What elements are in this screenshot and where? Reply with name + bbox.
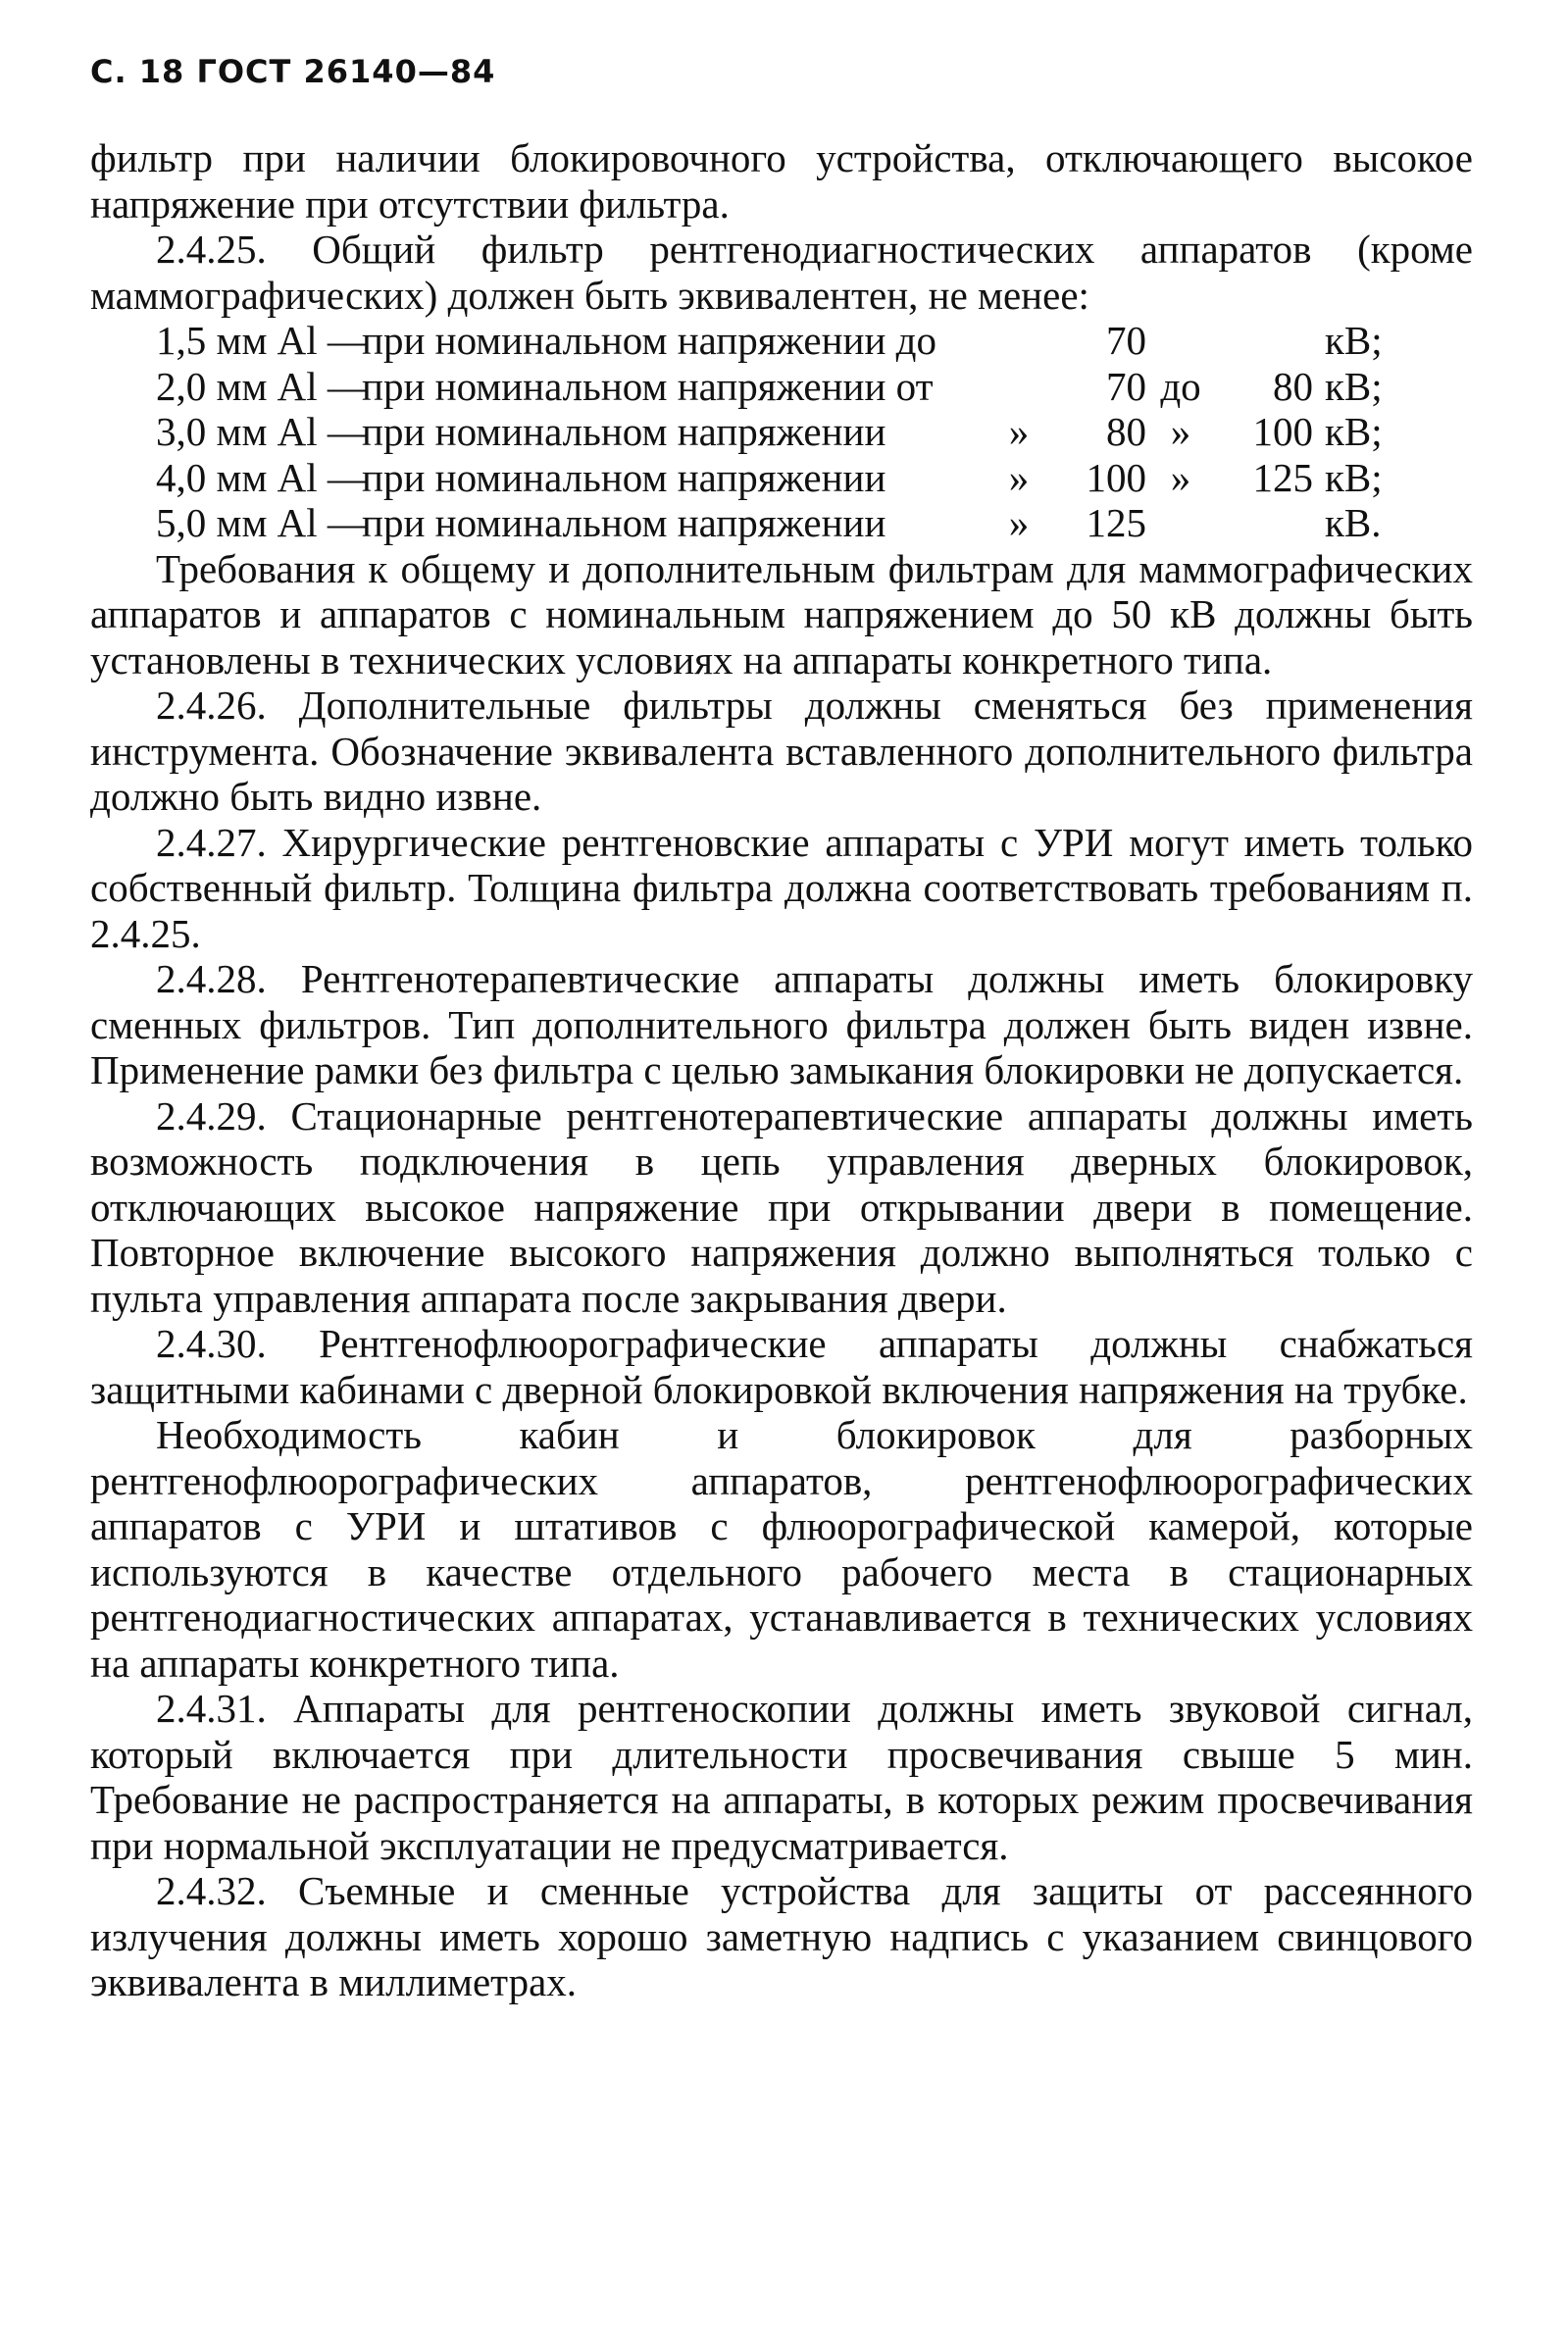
clause-2-4-30: 2.4.30. Рентгенофлюорографические аппараты должны снабжаться защитными кабинами с дверной блокировкой включения напряжения на трубке.: [90, 1321, 1473, 1412]
filter-condition: при номинальном напряжении от: [362, 363, 934, 409]
filter-ditto-2: до: [1160, 363, 1201, 409]
clause-2-4-25: 2.4.25. Общий фильтр рентгенодиагностических аппаратов (кроме маммографических) должен быть эквивалентен, не менее:: [90, 227, 1473, 318]
filter-unit: кВ;: [1325, 454, 1383, 500]
filter-voltage-from: 100: [1086, 454, 1146, 500]
filter-thickness: 4,0 мм Al —: [156, 454, 368, 500]
document-page: [90, 37, 1473, 2005]
filter-voltage-to: 80: [1273, 363, 1313, 409]
filter-ditto-1: »: [1008, 500, 1030, 545]
filter-voltage-from: 80: [1106, 409, 1146, 454]
filter-voltage-from: 125: [1086, 500, 1146, 545]
filter-condition: при номинальном напряжении до: [362, 318, 937, 363]
page-header: С. 18 ГОСТ 26140—84: [90, 53, 496, 90]
clause-2-4-28: 2.4.28. Рентгенотерапевтические аппараты должны иметь блокировку сменных фильтров. Тип дополнительного фильтра должен быть виден извне. Применение рамки без фильтра с целью замыкания блокировки не допускается.: [90, 956, 1473, 1092]
filter-row: [90, 364, 1473, 410]
filter-unit: кВ;: [1325, 318, 1383, 363]
filter-condition: при номинальном напряжении: [362, 454, 886, 500]
filter-thickness: 2,0 мм Al —: [156, 363, 368, 409]
filter-voltage-to: 100: [1252, 409, 1313, 454]
filter-condition: при номинальном напряжении: [362, 500, 886, 545]
clause-2-4-26: 2.4.26. Дополнительные фильтры должны сменяться без применения инструмента. Обозначение эквивалента вставленного дополнительного фильтра должно быть видно извне.: [90, 683, 1473, 819]
document-body: [90, 135, 1473, 2005]
filter-condition: при номинальном напряжении: [362, 409, 886, 454]
filter-ditto-2: »: [1170, 454, 1191, 500]
filter-unit: кВ;: [1325, 409, 1383, 454]
filter-thickness: 1,5 мм Al —: [156, 318, 368, 363]
paragraph-continuation: фильтр при наличии блокировочного устройства, отключающего высокое напряжение при отсутствии фильтра.: [90, 135, 1473, 227]
filter-unit: кВ.: [1325, 500, 1382, 545]
paragraph-cabins-necessity: Необходимость кабин и блокировок для разборных рентгенофлюорографических аппаратов, рентгенофлюорографических аппаратов с УРИ и штативов с флюорографической камерой, которые используются в качестве отдельного рабочего места в стационарных рентгенодиагностических аппаратах, устанавливается в технических условиях на аппараты конкретного типа.: [90, 1412, 1473, 1686]
filter-list: [90, 318, 1473, 546]
filter-ditto-1: »: [1008, 454, 1030, 500]
filter-voltage-from: 70: [1106, 363, 1146, 409]
filter-ditto-2: »: [1170, 409, 1191, 454]
filter-ditto-2: [1146, 318, 1215, 364]
filter-row: [90, 455, 1473, 501]
filter-ditto-2: [1146, 500, 1215, 546]
filter-voltage-to: 125: [1252, 454, 1313, 500]
filter-voltage-to: [1215, 318, 1313, 364]
clause-2-4-29: 2.4.29. Стационарные рентгенотерапевтические аппараты должны иметь возможность подключения в цепь управления дверных блокировок, отключающих высокое напряжение при открывании двери в помещение. Повторное включение высокого напряжения должно выполняться только с пульта управления аппарата после закрывания двери.: [90, 1092, 1473, 1321]
clause-2-4-32: 2.4.32. Съемные и сменные устройства для защиты от рассеянного излучения должны иметь хорошо заметную надпись с указанием свинцового эквивалента в миллиметрах.: [90, 1868, 1473, 2004]
filter-thickness: 5,0 мм Al —: [156, 500, 368, 545]
filter-voltage-from: 70: [1106, 318, 1146, 363]
paragraph-mammography-requirements: Требования к общему и дополнительным фильтрам для маммографических аппаратов и аппаратов с номинальным напряжением до 50 кВ должны быть установлены в технических условиях на аппараты конкретного типа.: [90, 545, 1473, 683]
filter-ditto-1: [989, 364, 1048, 410]
filter-ditto-1: [989, 318, 1048, 364]
clause-2-4-31: 2.4.31. Аппараты для рентгеноскопии должны иметь звуковой сигнал, который включается при длительности просвечивания свыше 5 мин. Требование не распространяется на аппараты, в которых режим просвечивания при нормальной эксплуатации не предусматривается.: [90, 1686, 1473, 1868]
filter-ditto-1: »: [1008, 409, 1030, 454]
filter-thickness: 3,0 мм Al —: [156, 409, 368, 454]
filter-voltage-to: [1215, 500, 1313, 546]
filter-row: [90, 409, 1473, 455]
filter-row: [90, 318, 1473, 364]
filter-row: [90, 500, 1473, 546]
clause-2-4-27: 2.4.27. Хирургические рентгеновские аппараты с УРИ могут иметь только собственный фильтр. Толщина фильтра должна соответствовать требованиям п. 2.4.25.: [90, 819, 1473, 956]
filter-unit: кВ;: [1325, 363, 1383, 409]
